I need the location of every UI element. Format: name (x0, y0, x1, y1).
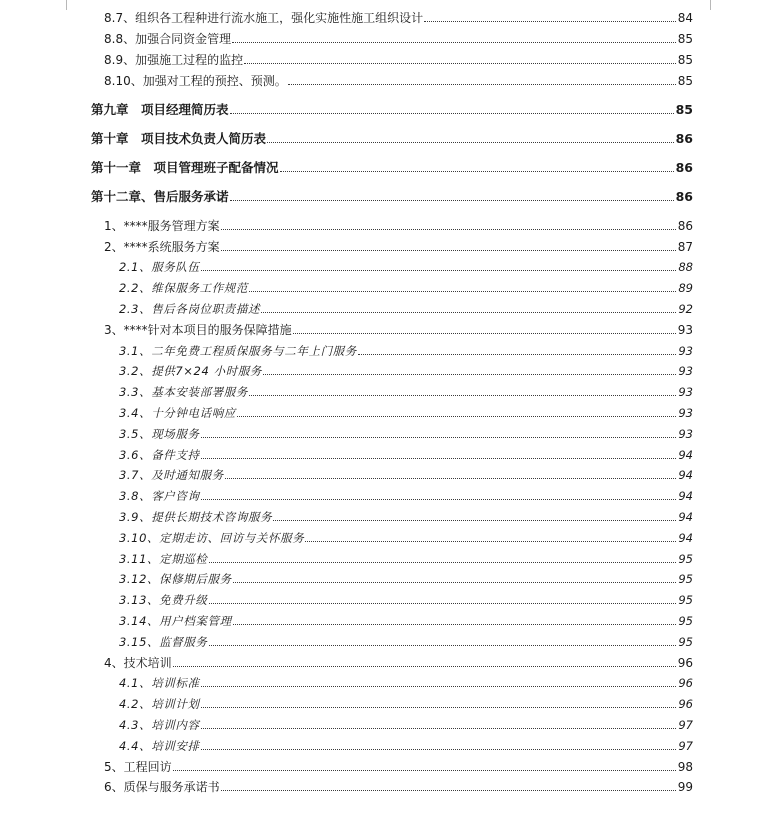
toc-entry[interactable] (0, 279, 776, 297)
toc-page-number: 95 (678, 572, 693, 586)
toc-entry-title: 2.1、服务队伍 (119, 260, 200, 274)
toc-entry[interactable] (0, 258, 776, 276)
toc-page-number: 95 (678, 614, 693, 628)
toc-page-number: 85 (675, 102, 693, 117)
toc-entry-title: 3.1、二年免费工程质保服务与二年上门服务 (119, 344, 357, 358)
toc-page-number: 85 (677, 32, 693, 46)
toc-entry[interactable] (0, 9, 776, 27)
toc-entry[interactable] (0, 238, 776, 256)
toc-page-number: 93 (678, 385, 693, 399)
toc-page-number: 94 (678, 510, 693, 524)
toc-page-number: 95 (678, 552, 693, 566)
toc-entry-title: 6、质保与服务承诺书 (104, 780, 220, 794)
toc-entry[interactable] (0, 529, 776, 547)
toc-page-number: 94 (678, 489, 693, 503)
toc-dot-leader (249, 395, 676, 396)
toc-page-number: 92 (678, 302, 693, 316)
toc-entry[interactable] (0, 570, 776, 588)
toc-dot-leader (209, 603, 676, 604)
toc-dot-leader (263, 374, 676, 375)
toc-entry-title: 8.8、加强合同资金管理 (104, 32, 232, 46)
toc-entry[interactable] (0, 550, 776, 568)
toc-entry[interactable] (0, 101, 776, 119)
toc-dot-leader (237, 416, 676, 417)
toc-dot-leader (173, 666, 676, 667)
toc-dot-leader (201, 707, 676, 708)
toc-dot-leader (209, 645, 676, 646)
toc-entry-title: 第九章 项目经理简历表 (91, 102, 229, 117)
toc-dot-leader (358, 354, 676, 355)
toc-entry[interactable] (0, 217, 776, 235)
toc-entry[interactable] (0, 72, 776, 90)
toc-dot-leader (201, 437, 676, 438)
toc-page-number: 93 (678, 427, 693, 441)
toc-dot-leader (233, 624, 676, 625)
toc-entry-title: 3、****针对本项目的服务保障措施 (104, 323, 292, 337)
toc-entry-title: 3.10、定期走访、回访与关怀服务 (119, 531, 305, 545)
toc-dot-leader (201, 728, 676, 729)
toc-dot-leader (201, 749, 676, 750)
toc-entry-title: 3.11、定期巡检 (119, 552, 208, 566)
toc-page-number: 94 (678, 448, 693, 462)
toc-entry[interactable] (0, 342, 776, 360)
toc-page-number: 89 (678, 281, 693, 295)
toc-dot-leader (221, 790, 676, 791)
toc-entry-title: 3.12、保修期后服务 (119, 572, 232, 586)
toc-dot-leader (233, 582, 676, 583)
toc-page-number: 97 (678, 739, 693, 753)
toc-entry[interactable] (0, 674, 776, 692)
toc-page-number: 96 (678, 697, 693, 711)
toc-entry-title: 3.5、现场服务 (119, 427, 200, 441)
toc-entry-title: 4.3、培训内容 (119, 718, 200, 732)
toc-dot-leader (221, 250, 676, 251)
toc-entry-title: 3.15、监督服务 (119, 635, 208, 649)
toc-entry[interactable] (0, 487, 776, 505)
toc-dot-leader (225, 478, 676, 479)
toc-entry[interactable] (0, 383, 776, 401)
toc-dot-leader (209, 562, 676, 563)
toc-page-number: 86 (675, 160, 693, 175)
toc-entry-title: 8.10、加强对工程的预控、预测。 (104, 74, 287, 88)
toc-entry-title: 3.13、免费升级 (119, 593, 208, 607)
toc-entry[interactable] (0, 778, 776, 796)
toc-entry-title: 4.2、培训计划 (119, 697, 200, 711)
toc-page-number: 86 (675, 131, 693, 146)
toc-page-number: 84 (677, 11, 693, 25)
toc-dot-leader (249, 291, 676, 292)
toc-page-number: 86 (677, 219, 693, 233)
toc-entry[interactable] (0, 425, 776, 443)
toc-dot-leader (230, 113, 674, 114)
toc-entry[interactable] (0, 30, 776, 48)
toc-dot-leader (267, 142, 674, 143)
toc-entry-title: 3.14、用户档案管理 (119, 614, 232, 628)
toc-entry-title: 第十章 项目技术负责人简历表 (91, 131, 267, 146)
toc-page-number: 94 (678, 468, 693, 482)
toc-page-number: 85 (677, 74, 693, 88)
toc-page-number: 95 (678, 635, 693, 649)
toc-entry[interactable] (0, 321, 776, 339)
toc-entry[interactable] (0, 300, 776, 318)
toc-entry-title: 8.7、组织各工程种进行流水施工，强化实施性施工组织设计 (104, 11, 424, 25)
toc-entry-title: 第十二章、售后服务承诺 (91, 189, 229, 204)
toc-page-number: 88 (678, 260, 693, 274)
toc-page-number: 94 (678, 531, 693, 545)
toc-entry[interactable] (0, 737, 776, 755)
toc-dot-leader (221, 229, 676, 230)
toc-entry[interactable] (0, 591, 776, 609)
toc-page-number: 85 (677, 53, 693, 67)
toc-page-number: 96 (677, 656, 693, 670)
toc-dot-leader (201, 458, 676, 459)
toc-entry-title: 1、****服务管理方案 (104, 219, 220, 233)
toc-entry-title: 3.4、十分钟电话响应 (119, 406, 236, 420)
toc-dot-leader (261, 312, 676, 313)
toc-entry-title: 3.6、备件支持 (119, 448, 200, 462)
toc-entry[interactable] (0, 508, 776, 526)
toc-entry[interactable] (0, 654, 776, 672)
toc-entry-title: 2、****系统服务方案 (104, 240, 220, 254)
toc-page-number: 93 (678, 406, 693, 420)
toc-page-number: 96 (678, 676, 693, 690)
toc-entry[interactable] (0, 758, 776, 776)
toc-entry[interactable] (0, 612, 776, 630)
toc-entry[interactable] (0, 446, 776, 464)
toc-dot-leader (201, 499, 676, 500)
toc-dot-leader (273, 520, 676, 521)
toc-page-number: 87 (677, 240, 693, 254)
toc-entry-title: 4、技术培训 (104, 656, 172, 670)
toc-entry-title: 5、工程回访 (104, 760, 172, 774)
toc-entry[interactable] (0, 695, 776, 713)
toc-page-number: 93 (677, 323, 693, 337)
toc-entry-title: 3.8、客户咨询 (119, 489, 200, 503)
toc-entry-title: 3.3、基本安装部署服务 (119, 385, 248, 399)
toc-entry-title: 2.2、维保服务工作规范 (119, 281, 248, 295)
toc-entry[interactable] (0, 362, 776, 380)
toc-entry[interactable] (0, 130, 776, 148)
toc-dot-leader (201, 270, 676, 271)
toc-entry[interactable] (0, 716, 776, 734)
toc-entry[interactable] (0, 159, 776, 177)
toc-dot-leader (424, 21, 676, 22)
toc-page-number: 95 (678, 593, 693, 607)
toc-page-number: 97 (678, 718, 693, 732)
toc-entry[interactable] (0, 404, 776, 422)
toc-page-number: 93 (678, 364, 693, 378)
toc-entry-title: 3.2、提供7×24 小时服务 (119, 364, 263, 378)
toc-dot-leader (280, 171, 674, 172)
toc-dot-leader (201, 686, 676, 687)
toc-entry-title: 第十一章 项目管理班子配备情况 (91, 160, 279, 175)
toc-entry-title: 4.1、培训标准 (119, 676, 200, 690)
toc-entry-title: 8.9、加强施工过程的监控 (104, 53, 244, 67)
toc-page-number: 98 (677, 760, 693, 774)
toc-entry[interactable] (0, 188, 776, 206)
toc-entry[interactable] (0, 633, 776, 651)
toc-dot-leader (173, 770, 676, 771)
toc-dot-leader (305, 541, 676, 542)
toc-page-number: 86 (675, 189, 693, 204)
toc-entry[interactable] (0, 466, 776, 484)
toc-entry-title: 4.4、培训安排 (119, 739, 200, 753)
toc-entry-title: 3.9、提供长期技术咨询服务 (119, 510, 273, 524)
toc-dot-leader (244, 63, 676, 64)
toc-entry-title: 2.3、售后各岗位职责描述 (119, 302, 261, 316)
toc-entry[interactable] (0, 51, 776, 69)
toc-page-number: 99 (677, 780, 693, 794)
toc-dot-leader (293, 333, 676, 334)
toc-dot-leader (288, 84, 676, 85)
toc-page-number: 93 (678, 344, 693, 358)
toc-dot-leader (232, 42, 676, 43)
toc-dot-leader (230, 200, 674, 201)
toc-entry-title: 3.7、及时通知服务 (119, 468, 224, 482)
